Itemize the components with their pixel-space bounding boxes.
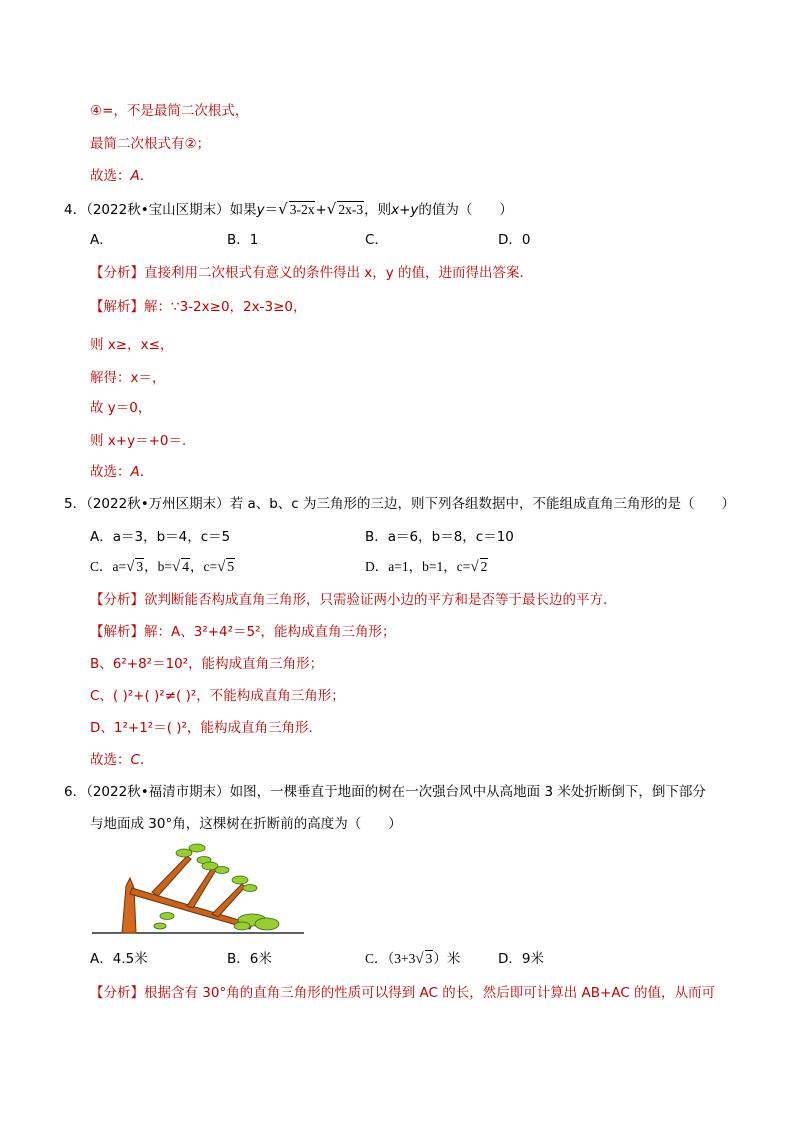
branch-1 [152,856,191,896]
q4-option-d: D．0 [498,232,531,248]
q4-option-b: B．1 [227,232,259,248]
q5-sol-b: B、6²+8²＝10²，能构成直角三角形； [90,656,324,672]
q4-analysis: 【分析】直接利用二次根式有意义的条件得出 x，y 的值，进而得出答案． [90,265,534,281]
q4-step-1: 则 x≥，x≤， [90,337,174,353]
question-6-stem-2: 与地面成 30°角，这棵树在折断前的高度为（ ） [90,816,402,832]
question-4-stem: 4．（2022秋•宝山区期末）如果y＝√ 3-2x+√ 2x-3，则x+y的值为（ ） [64,200,513,218]
q6-option-d: D．9米 [498,951,544,967]
q4-step-4: 则 x+y＝+0＝． [90,433,196,449]
q4-step-3: 故 y＝0， [90,400,152,416]
q5-option-d: D．a=1，b=1，c=√ 2 [365,559,488,575]
q4-solution: 【解析】解：∵3-2x≥0，2x-3≥0， [90,299,307,315]
q4-option-c: C． [365,232,388,248]
broken-tree-figure [92,838,306,938]
question-6-stem-1: 6．（2022秋•福清市期末）如图，一棵垂直于地面的树在一次强台风中从高地面 3 米处折断倒下，倒下部分 [64,784,706,800]
q5-solution: 【解析】解：A、3²+4²＝5²，能构成直角三角形； [90,624,396,640]
q5-analysis: 【分析】欲判断能否构成直角三角形，只需验证两小边的平方和是否等于最长边的平方． [90,592,617,608]
q5-option-a: A．a＝3，b＝4，c＝5 [90,529,231,545]
branch-2 [187,868,216,908]
q5-option-c: C．a=√ 3，b=√ 4，c=√ 5 [90,559,235,575]
prev-line-1: ④=，不是最简二次根式， [90,103,249,119]
q5-choose: 故选：C． [90,752,154,768]
q6-analysis: 【分析】根据含有 30°角的直角三角形的性质可以得到 AC 的长，然后即可计算出 AB+AC 的值，从而可 [90,985,716,1001]
q4-option-a: A． [90,232,113,248]
q4-step-2: 解得：x＝， [90,370,166,386]
branch-3 [212,884,245,917]
q6-option-a: A．4.5米 [90,951,148,967]
q4-choose: 故选：A． [90,464,154,480]
q5-option-b: B．a＝6，b＝8，c＝10 [365,529,514,545]
prev-line-2: 最简二次根式有②； [90,136,211,152]
q5-sol-c: C、( )²+( )²≠( )²，不能构成直角三角形； [90,688,345,704]
tree-stump [122,878,136,933]
prev-choose: 故选：A． [90,168,154,184]
q5-sol-d: D、1²+1²＝( )²，能构成直角三角形． [90,720,322,736]
q6-option-b: B．6米 [227,951,272,967]
question-5-stem: 5．（2022秋•万州区期末）若 a、b、c 为三角形的三边，则下列各组数据中，不能组成直角三角形的是（ ） [64,496,736,512]
q6-option-c: C．（3+3√ 3）米 [365,951,461,967]
